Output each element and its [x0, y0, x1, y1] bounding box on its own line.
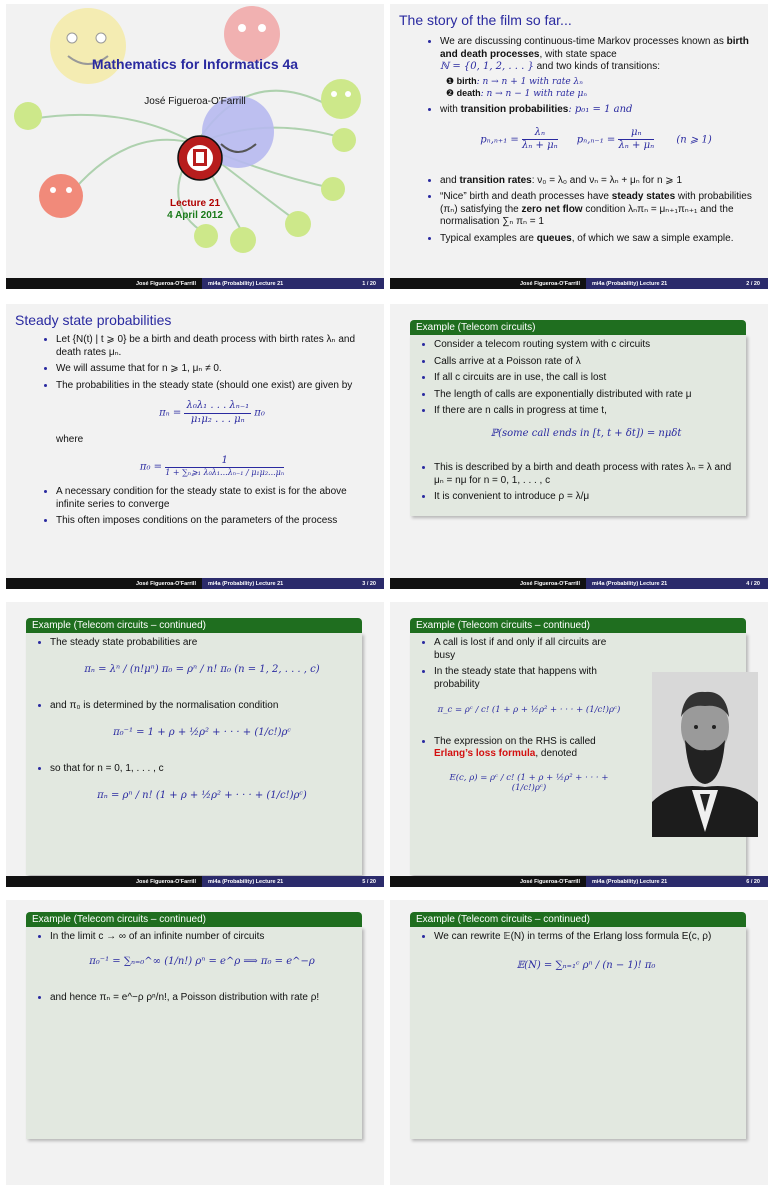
- block-body: [26, 927, 362, 1139]
- pi-n-equation: πₙ = ρⁿ / n! (1 + ρ + ½ρ² + · · · + (1/c!)ρᶜ): [97, 789, 307, 801]
- sub-item-death: ❷ death: n → n − 1 with rate μₙ: [446, 87, 588, 99]
- normalisation-equation: π₀⁻¹ = 1 + ρ + ½ρ² + · · · + (1/c!)ρᶜ: [113, 726, 291, 738]
- block-heading: Example (Telecom circuits): [410, 320, 746, 335]
- example-block: [410, 320, 746, 516]
- slide-8[interactable]: [390, 900, 768, 1185]
- block-heading: Example (Telecom circuits – continued): [410, 912, 746, 927]
- slide-footer: José Figueroa-O'Farrill mi4a (Probability) Lecture 21 5 / 20: [6, 876, 384, 887]
- example-block: [26, 912, 362, 1139]
- expectation-equation: 𝔼(N) = ∑ₙ₌₁ᶜ ρⁿ / (n − 1)! π₀: [516, 959, 656, 971]
- limit-equation: π₀⁻¹ = ∑ₙ₌₀^∞ (1/n!) ρⁿ = e^ρ ⟹ π₀ = e^−ρ: [89, 955, 315, 967]
- bullet: • “Nice” birth and death processes have steady states with probabilities (πₙ) satisfying the zero net flow condition λₙπₙ = μₙ₊₁πₙ₊₁ and the normalisation ∑ₙ πₙ = 1: [440, 191, 752, 229]
- bullet: • and hence πₙ = e^−ρ ρⁿ/n!, a Poisson distribution with rate ρ!: [50, 992, 354, 1005]
- slide-7[interactable]: [6, 900, 384, 1185]
- bullet: • and π₀ is determined by the normalisation condition π₀⁻¹ = 1 + ρ + ½ρ² + · · · + (1/c!)ρᶜ: [50, 700, 354, 739]
- slide-3[interactable]: [6, 304, 384, 589]
- bullet: • A call is lost if and only if all circuits are busy: [434, 637, 624, 662]
- block-body: [410, 335, 746, 516]
- pi-zero-equation: π₀ = $\frac{1}{\text{1 + ∑ₙ⩾₁ λ₀λ₁...λₙ₋₁ / μ₁μ₂...μₙ}}$: [139, 454, 285, 477]
- slide-5[interactable]: [6, 602, 384, 887]
- smiley-illustration: [6, 4, 384, 278]
- erlang-loss-formula: Erlang’s loss formula: [434, 748, 536, 760]
- slide-content: [424, 36, 752, 249]
- bullet: • Consider a telecom routing system with c circuits: [434, 339, 738, 352]
- slide-1[interactable]: [6, 4, 384, 289]
- bullet: • In the limit c → ∞ of an infinite number of circuits π₀⁻¹ = ∑ₙ₌₀^∞ (1/n!) ρⁿ = e^ρ ⟹ π₀ = e^−ρ: [50, 931, 354, 968]
- steady-state-equation: πₙ = $\frac{\text{λ₀λ₁ . . . λₙ₋₁}}{\text{μ₁μ₂ . . . μₙ}}$ π₀: [159, 400, 265, 425]
- bullet: • We will assume that for n ⩾ 1, μₙ ≠ 0.: [56, 363, 368, 376]
- bullet: • This often imposes conditions on the parameters of the process: [56, 515, 368, 528]
- block-body: [26, 633, 362, 875]
- pi-c-equation: π_c = ρᶜ / c! (1 + ρ + ½ρ² + · · · + (1/c!)ρᶜ): [437, 705, 621, 715]
- slide-footer: José Figueroa-O'Farrill mi4a (Probability) Lecture 21 4 / 20: [390, 578, 768, 589]
- bullet: • A necessary condition for the steady state to exist is for the above infinite series to converge: [56, 486, 368, 511]
- block-heading: Example (Telecom circuits – continued): [26, 618, 362, 633]
- bullet: • The steady state probabilities are πₙ = λⁿ / (n!μⁿ) π₀ = ρⁿ / n! π₀ (n = 1, 2, . . . , c): [50, 637, 354, 676]
- slide-4[interactable]: [390, 304, 768, 589]
- portrait-photo: [652, 672, 758, 837]
- slide-content: [40, 334, 368, 532]
- sub-item-birth: ❶ birth: n → n + 1 with rate λₙ: [446, 75, 583, 87]
- slide-footer: José Figueroa-O'Farrill mi4a (Probability) Lecture 21 2 / 20: [390, 278, 768, 289]
- call-end-equation: ℙ(some call ends in [t, t + δt]) = nμδt: [490, 427, 682, 439]
- slide-6[interactable]: [390, 602, 768, 887]
- bullet: • Calls arrive at a Poisson rate of λ: [434, 356, 738, 369]
- example-block: [26, 618, 362, 875]
- bullet: • The expression on the RHS is called Erlang’s loss formula, denoted E(c, ρ) = ρᶜ / c! (1 + ρ + ½ρ² + · · · + (1/c!)ρᶜ): [434, 736, 624, 794]
- bullet: • We are discussing continuous-time Markov processes known as birth and death processes, with state space ℕ = {0, 1, 2, . . . } and two kinds of transitions: ❶ birth: n → n + 1 with rate λₙ ❷ death: n → n − 1 with rate μₙ: [440, 36, 752, 100]
- bullet: • If there are n calls in progress at time t, ℙ(some call ends in [t, t + δt]) = nμδt: [434, 405, 738, 440]
- bullet: • Typical examples are queues, of which we saw a simple example.: [440, 233, 752, 246]
- bullet: • This is described by a birth and death process with rates λₙ = λ and μₙ = nμ for n = 0, 1, . . . , c: [434, 462, 738, 487]
- bullet: • The length of calls are exponentially distributed with rate μ: [434, 389, 738, 402]
- author-name: José Figueroa-O'Farrill: [144, 96, 246, 107]
- lecture-number: Lecture 21: [169, 198, 221, 209]
- slide-footer: José Figueroa-O'Farrill mi4a (Probability) Lecture 21 6 / 20: [390, 876, 768, 887]
- slide-footer: José Figueroa-O'Farrill mi4a (Probability) Lecture 21 1 / 20: [6, 278, 384, 289]
- slide-title: The story of the film so far...: [399, 12, 572, 28]
- bullet: • with transition probabilities: p₀₁ = 1 and pₙ,ₙ₊₁ = $\frac{\text{λₙ}}{\text{λₙ + μₙ}}$ pₙ,ₙ₋₁ = $\frac{\text{μₙ}}{\text{λₙ + μₙ}}$ (n ⩾ 1): [440, 104, 752, 153]
- example-block: [410, 912, 746, 1139]
- bullet: • and transition rates: ν₀ = λ₀ and νₙ = λₙ + μₙ for n ⩾ 1: [440, 175, 752, 188]
- block-body: [410, 927, 746, 1139]
- bullet: • so that for n = 0, 1, . . . , c πₙ = ρⁿ / n! (1 + ρ + ½ρ² + · · · + (1/c!)ρᶜ): [50, 763, 354, 802]
- presentation-title: Mathematics for Informatics 4a: [91, 56, 299, 72]
- bullet: • Let {N(t) | t ⩾ 0} be a birth and death process with birth rates λₙ and death rates μₙ.: [56, 334, 368, 359]
- block-heading: Example (Telecom circuits – continued): [410, 618, 746, 633]
- slide-2[interactable]: [390, 4, 768, 289]
- bullet: • In the steady state that happens with probability π_c = ρᶜ / c! (1 + ρ + ½ρ² + · · · + (1/c!)ρᶜ): [434, 666, 624, 716]
- transition-probability-equation: pₙ,ₙ₊₁ = $\frac{\text{λₙ}}{\text{λₙ + μₙ}}$ pₙ,ₙ₋₁ = $\frac{\text{μₙ}}{\text{λₙ + μₙ}}$ (n ⩾ 1): [480, 126, 712, 151]
- steady-state-equation: πₙ = λⁿ / (n!μⁿ) π₀ = ρⁿ / n! π₀ (n = 1, 2, . . . , c): [84, 663, 320, 675]
- erlang-equation: E(c, ρ) = ρᶜ / c! (1 + ρ + ½ρ² + · · · + (1/c!)ρᶜ): [449, 772, 609, 794]
- bullet: • We can rewrite 𝔼(N) in terms of the Erlang loss formula E(c, ρ) 𝔼(N) = ∑ₙ₌₁ᶜ ρⁿ / (n − 1)! π₀: [434, 931, 738, 972]
- bullet: • The probabilities in the steady state (should one exist) are given by πₙ = $\frac{\text{λ₀λ₁ . . . λₙ₋₁}}{\text{μ₁μ₂ . . . μₙ}}$ π₀ where π₀ = $\frac{1}{\text{1 + ∑ₙ⩾₁ λ₀λ₁...λₙ₋₁ / μ₁μ₂...μₙ}}$: [56, 380, 368, 479]
- bullet: • If all c circuits are in use, the call is lost: [434, 372, 738, 385]
- bullet: • It is convenient to introduce ρ = λ/μ: [434, 491, 738, 504]
- block-heading: Example (Telecom circuits – continued): [26, 912, 362, 927]
- lecture-date: 4 April 2012: [167, 210, 223, 221]
- slide-title: Steady state probabilities: [15, 312, 172, 328]
- slide-footer: José Figueroa-O'Farrill mi4a (Probability) Lecture 21 3 / 20: [6, 578, 384, 589]
